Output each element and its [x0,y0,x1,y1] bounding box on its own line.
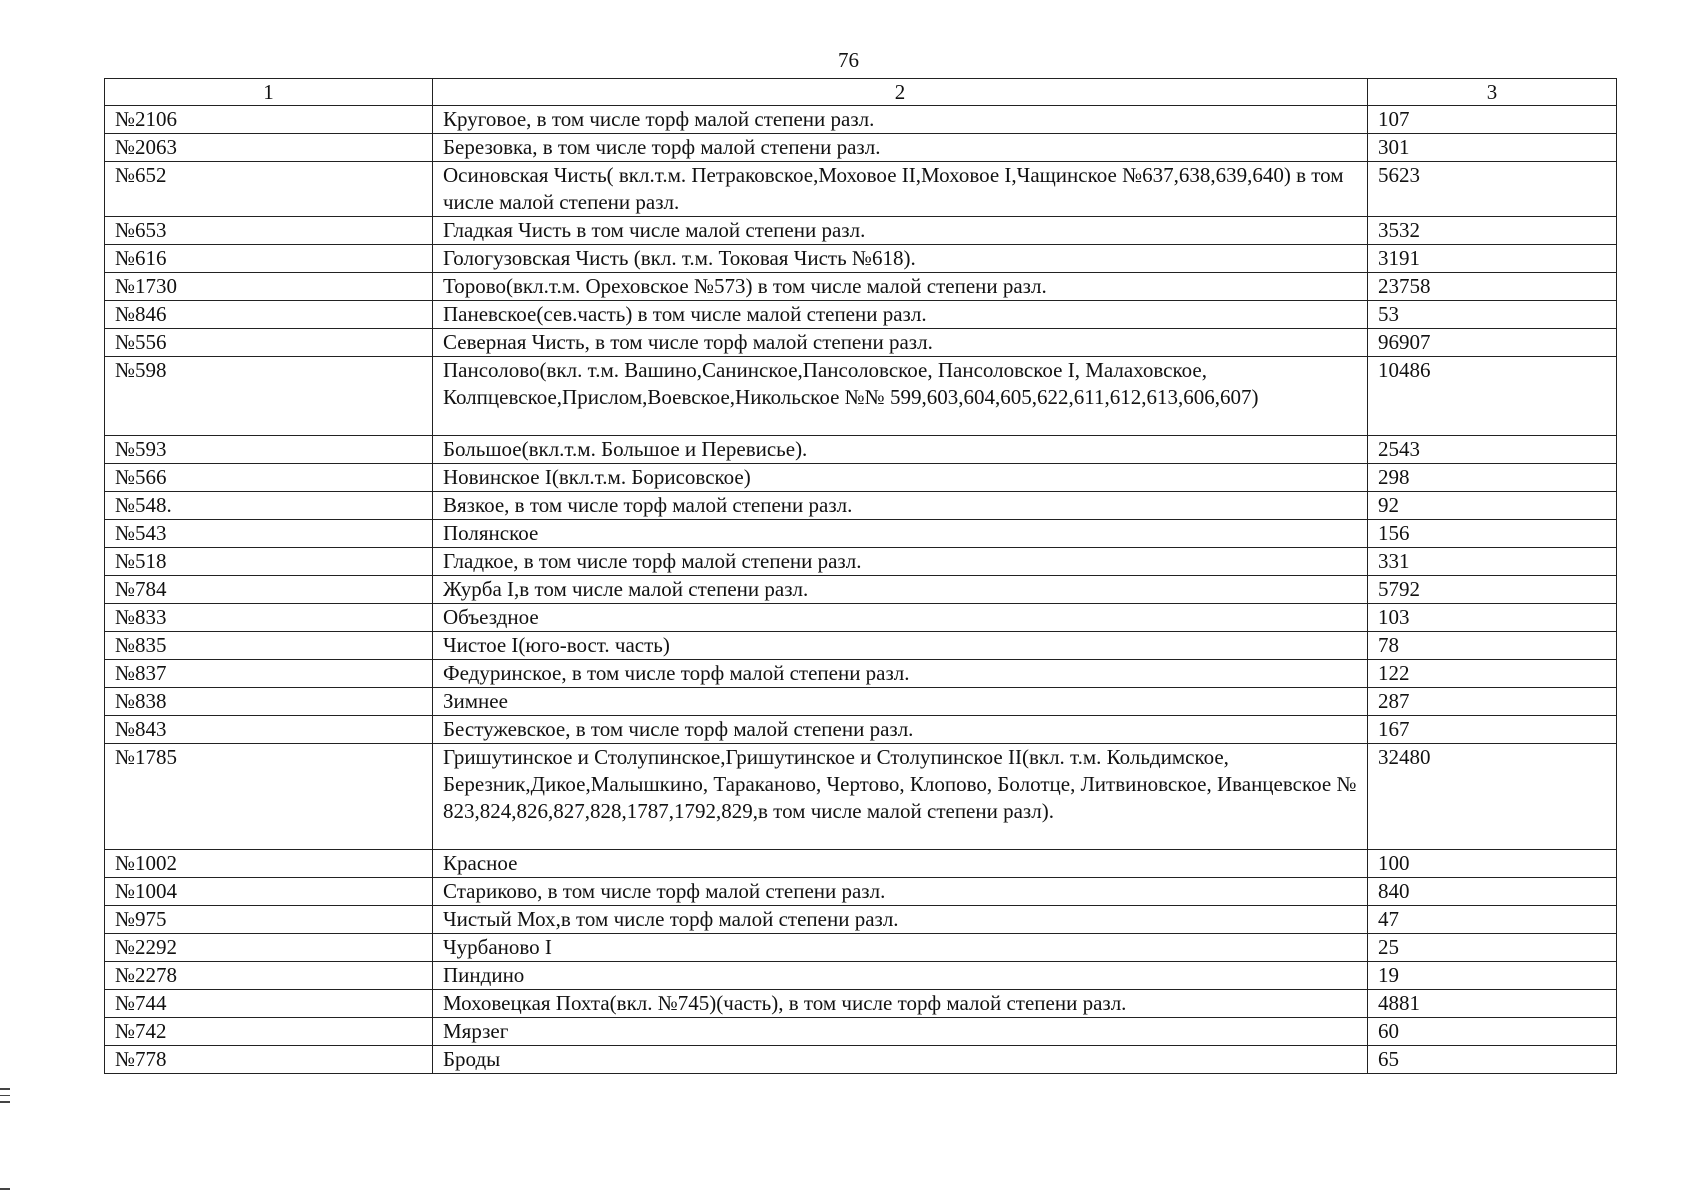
table-row [105,1046,1617,1074]
deposit-area-cell: 100 [1368,850,1617,878]
deposit-number-cell: №543 [105,520,433,548]
deposit-area-cell: 47 [1368,906,1617,934]
deposit-name-cell: Красное [433,850,1368,878]
table-row [105,632,1617,660]
deposit-area-cell: 19 [1368,962,1617,990]
deposit-number-cell: №2106 [105,106,433,134]
deposit-number-cell: №835 [105,632,433,660]
table-row [105,990,1617,1018]
table-row [105,329,1617,357]
deposit-number-cell: №518 [105,548,433,576]
deposit-area-cell: 103 [1368,604,1617,632]
deposit-name-cell: Чурбаново I [433,934,1368,962]
deposit-area-cell: 53 [1368,301,1617,329]
deposit-number-cell: №2292 [105,934,433,962]
deposit-name-cell: Пиндино [433,962,1368,990]
deposit-number-cell: №2063 [105,134,433,162]
table-row [105,301,1617,329]
deposit-number-cell: №1730 [105,273,433,301]
column-header-1: 1 [105,79,433,106]
deposit-number-cell: №566 [105,464,433,492]
deposit-name-cell: Большое(вкл.т.м. Большое и Перевисье). [433,436,1368,464]
deposit-number-cell: №556 [105,329,433,357]
table-row [105,850,1617,878]
table-row [105,273,1617,301]
deposit-name-cell: Гладкое, в том числе торф малой степени разл. [433,548,1368,576]
deposit-area-cell: 301 [1368,134,1617,162]
deposit-name-cell: Торово(вкл.т.м. Ореховское №573) в том числе малой степени разл. [433,273,1368,301]
table-row [105,245,1617,273]
deposit-name-cell: Новинское I(вкл.т.м. Борисовское) [433,464,1368,492]
deposit-number-cell: №1785 [105,744,433,850]
deposit-number-cell: №975 [105,906,433,934]
deposit-name-cell: Осиновская Чисть( вкл.т.м. Петраковское,Моховое II,Моховое I,Чащинское №637,638,639,640) в том числе малой степени разл. [433,162,1368,217]
deposit-number-cell: №833 [105,604,433,632]
deposit-name-cell: Паневское(сев.часть) в том числе малой степени разл. [433,301,1368,329]
deposit-area-cell: 4881 [1368,990,1617,1018]
deposit-number-cell: №548. [105,492,433,520]
deposit-number-cell: №652 [105,162,433,217]
table-row [105,962,1617,990]
deposit-number-cell: №784 [105,576,433,604]
deposit-name-cell: Мярзег [433,1018,1368,1046]
table-row [105,464,1617,492]
deposit-number-cell: №843 [105,716,433,744]
table-row [105,744,1617,850]
deposit-name-cell: Журба I,в том числе малой степени разл. [433,576,1368,604]
deposit-area-cell: 840 [1368,878,1617,906]
table-header-row [105,79,1617,106]
deposit-name-cell: Вязкое, в том числе торф малой степени разл. [433,492,1368,520]
deposit-area-cell: 23758 [1368,273,1617,301]
table-body [105,106,1617,1074]
deposit-area-cell: 5792 [1368,576,1617,604]
table-row [105,134,1617,162]
deposit-name-cell: Бестужевское, в том числе торф малой степени разл. [433,716,1368,744]
deposit-name-cell: Зимнее [433,688,1368,716]
table-row [105,492,1617,520]
margin-dash-mark [0,1188,10,1190]
deposit-name-cell: Моховецкая Похта(вкл. №745)(часть), в том числе торф малой степени разл. [433,990,1368,1018]
deposit-number-cell: №1002 [105,850,433,878]
column-header-2: 2 [433,79,1368,106]
deposit-number-cell: №742 [105,1018,433,1046]
table-row [105,520,1617,548]
deposit-area-cell: 2543 [1368,436,1617,464]
table-row [105,576,1617,604]
deposit-area-cell: 287 [1368,688,1617,716]
table-row [105,357,1617,436]
deposit-area-cell: 65 [1368,1046,1617,1074]
deposit-area-cell: 298 [1368,464,1617,492]
deposit-name-cell: Гришутинское и Столупинское,Гришутинское и Столупинское II(вкл. т.м. Кольдимское, Березник,Дикое,Малышкино, Тараканово, Чертово, Клопово, Болотце, Литвиновское, Иванцевское № 823,824,826,827,828,1787,1792,829,в том числе малой степени разл). [433,744,1368,850]
deposit-area-cell: 107 [1368,106,1617,134]
deposit-name-cell: Чистый Мох,в том числе торф малой степени разл. [433,906,1368,934]
table-row [105,934,1617,962]
deposit-name-cell: Пансолово(вкл. т.м. Вашино,Санинское,Пансоловское, Пансоловское I, Малаховское, Колпцевское,Прислом,Воевское,Никольское №№ 599,603,604,605,622,611,612,613,606,607) [433,357,1368,436]
table-row [105,878,1617,906]
deposit-area-cell: 60 [1368,1018,1617,1046]
deposit-name-cell: Северная Чисть, в том числе торф малой степени разл. [433,329,1368,357]
deposit-area-cell: 25 [1368,934,1617,962]
deposit-number-cell: №2278 [105,962,433,990]
deposit-number-cell: №846 [105,301,433,329]
deposit-area-cell: 96907 [1368,329,1617,357]
deposit-area-cell: 3191 [1368,245,1617,273]
deposit-number-cell: №598 [105,357,433,436]
deposit-name-cell: Гологузовская Чисть (вкл. т.м. Токовая Чисть №618). [433,245,1368,273]
deposit-name-cell: Гладкая Чисть в том числе малой степени разл. [433,217,1368,245]
table-row [105,688,1617,716]
deposit-number-cell: №616 [105,245,433,273]
deposit-area-cell: 122 [1368,660,1617,688]
deposit-name-cell: Березовка, в том числе торф малой степени разл. [433,134,1368,162]
column-header-3: 3 [1368,79,1617,106]
deposit-name-cell: Стариково, в том числе торф малой степени разл. [433,878,1368,906]
deposit-name-cell: Объездное [433,604,1368,632]
table-row [105,162,1617,217]
deposit-number-cell: №778 [105,1046,433,1074]
table-row [105,660,1617,688]
deposit-number-cell: №1004 [105,878,433,906]
deposit-area-cell: 32480 [1368,744,1617,850]
deposit-name-cell: Федуринское, в том числе торф малой степени разл. [433,660,1368,688]
table-row [105,716,1617,744]
deposit-area-cell: 5623 [1368,162,1617,217]
deposit-name-cell: Круговое, в том числе торф малой степени разл. [433,106,1368,134]
table-row [105,436,1617,464]
deposit-area-cell: 156 [1368,520,1617,548]
deposit-number-cell: №744 [105,990,433,1018]
table-row [105,906,1617,934]
deposit-area-cell: 167 [1368,716,1617,744]
deposit-number-cell: №837 [105,660,433,688]
deposit-area-cell: 3532 [1368,217,1617,245]
deposit-number-cell: №593 [105,436,433,464]
deposit-number-cell: №653 [105,217,433,245]
table-row [105,604,1617,632]
page-number: 76 [838,48,859,72]
margin-binding-marks [0,1088,10,1108]
table-row [105,217,1617,245]
deposit-name-cell: Полянское [433,520,1368,548]
deposit-area-cell: 331 [1368,548,1617,576]
deposit-area-cell: 78 [1368,632,1617,660]
table-row [105,548,1617,576]
deposit-name-cell: Чистое I(юго-вост. часть) [433,632,1368,660]
deposit-area-cell: 92 [1368,492,1617,520]
table-row [105,106,1617,134]
deposit-area-cell: 10486 [1368,357,1617,436]
table-row [105,1018,1617,1046]
deposit-number-cell: №838 [105,688,433,716]
peat-deposits-table [104,78,1617,1074]
deposit-name-cell: Броды [433,1046,1368,1074]
